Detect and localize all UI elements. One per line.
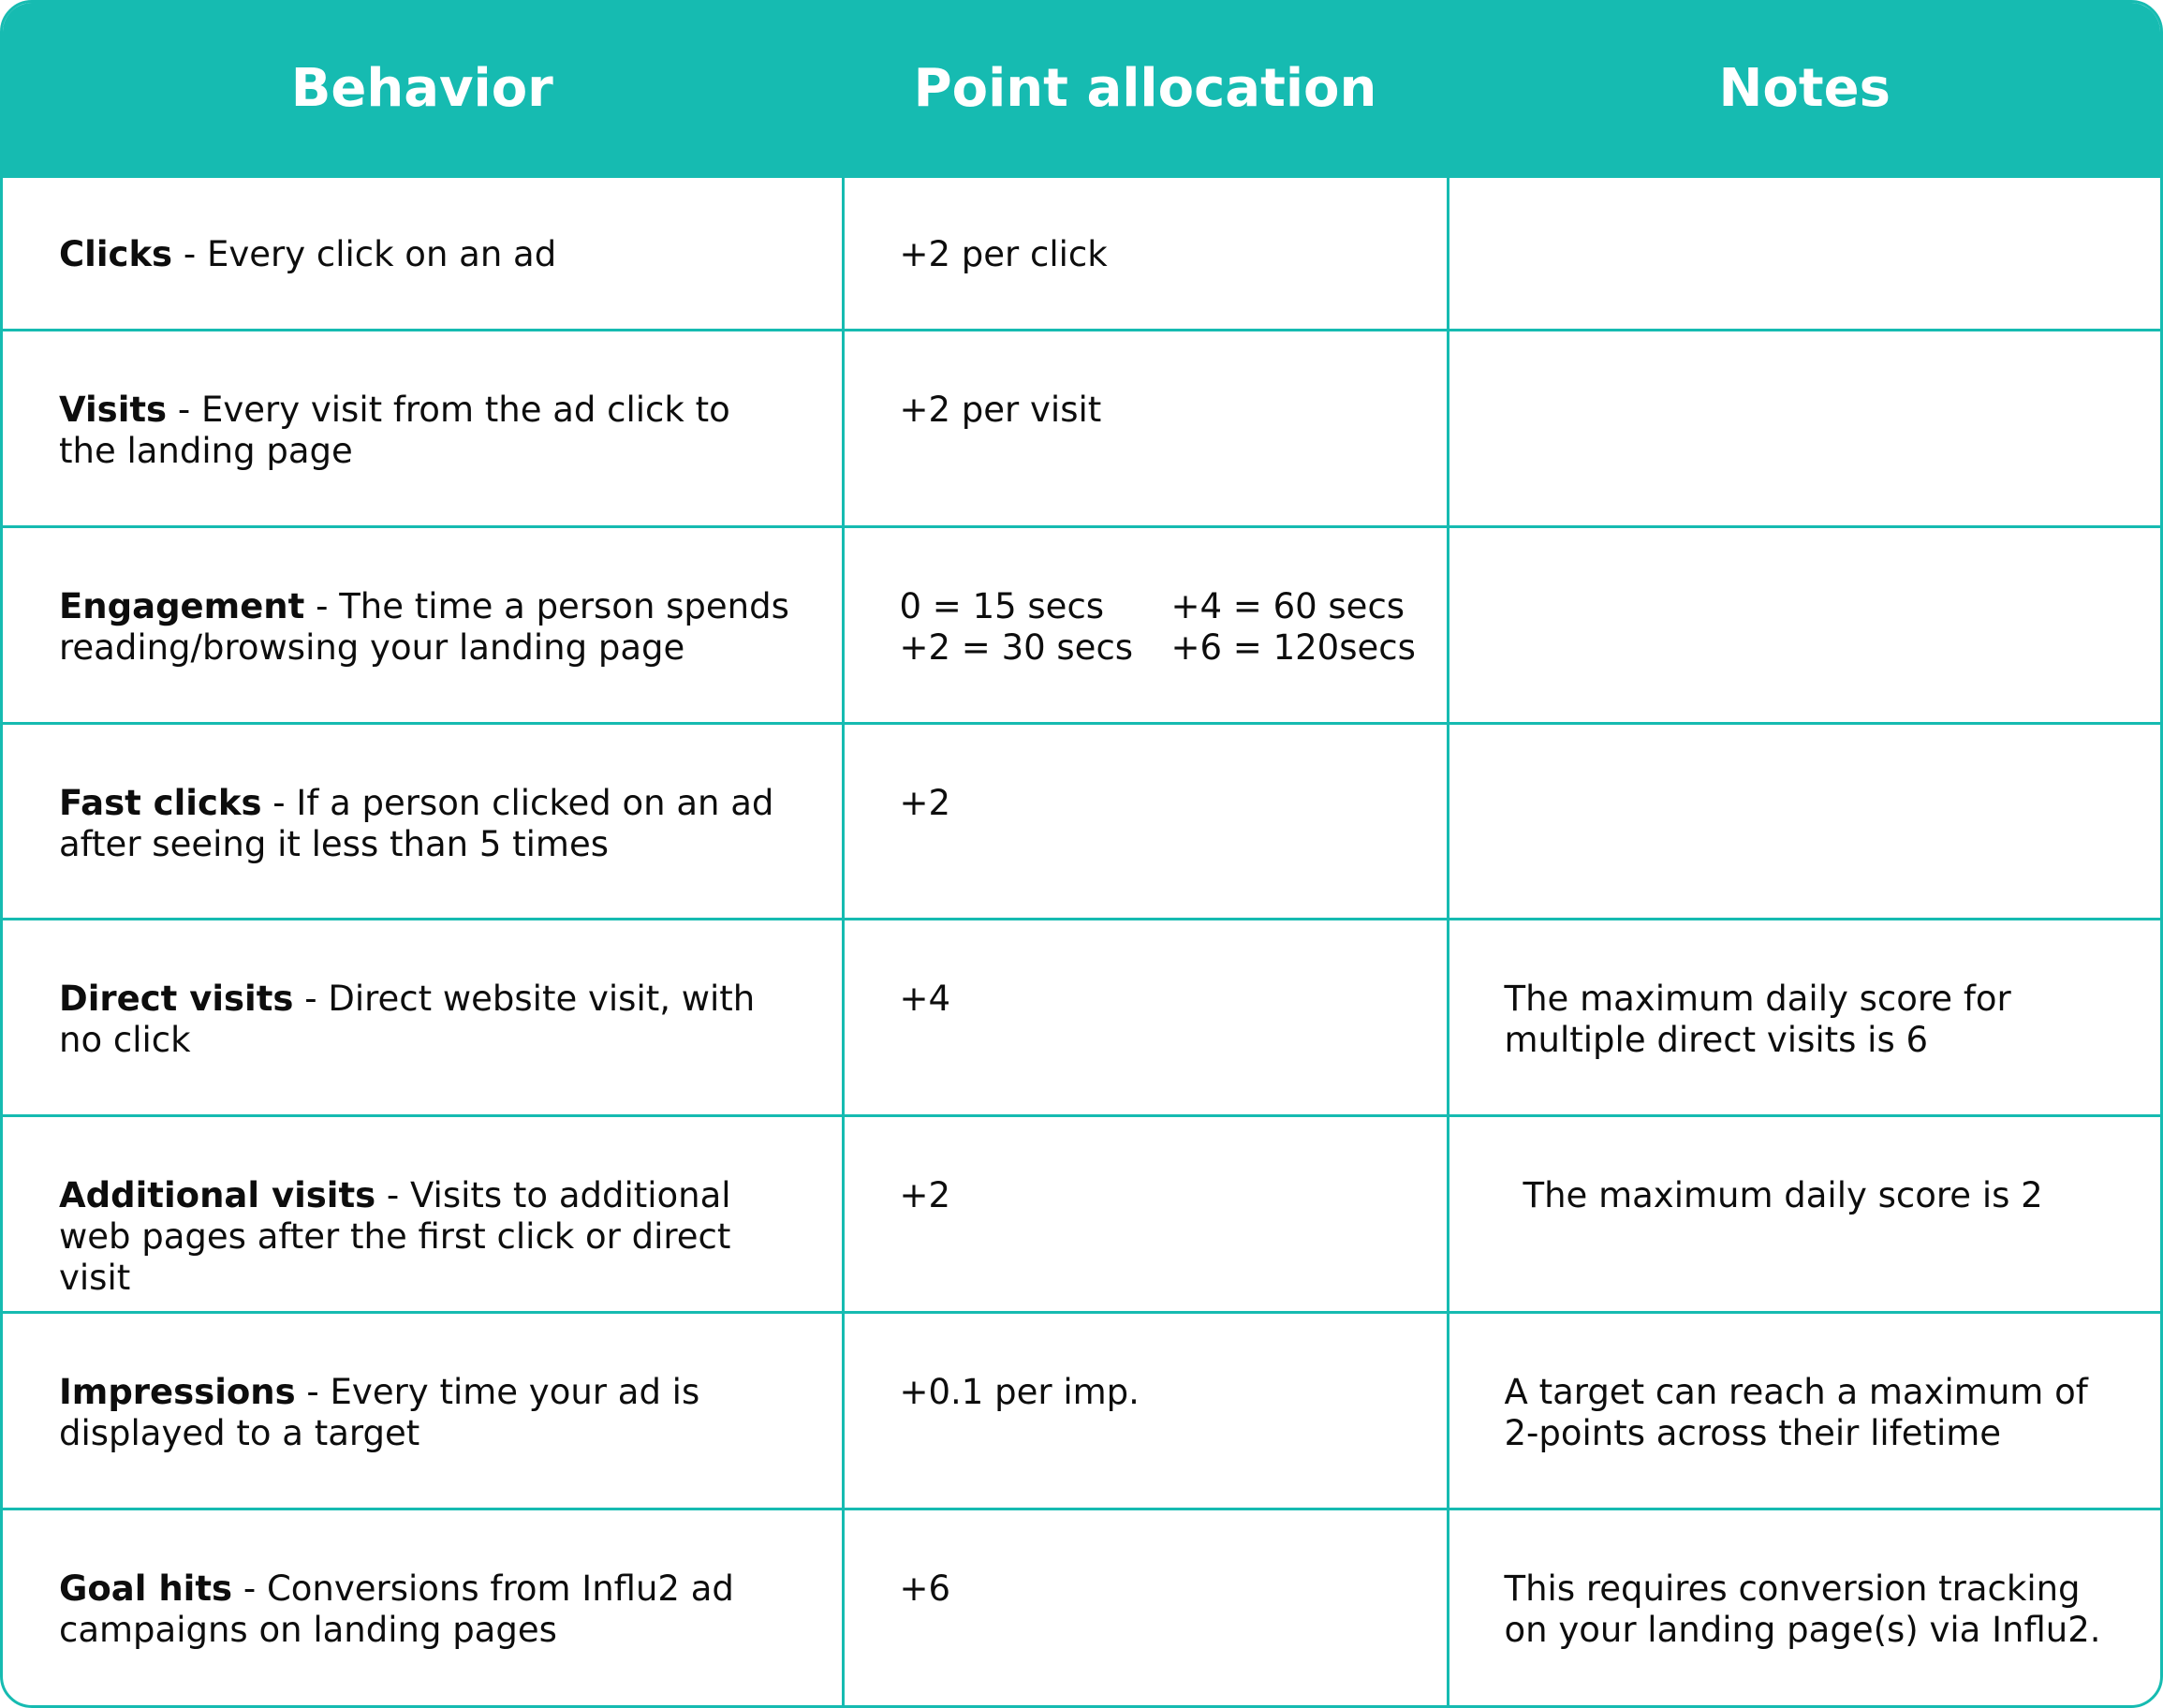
points-cell: +6 <box>843 1509 1448 1705</box>
points-cell: +2 <box>843 1116 1448 1313</box>
behavior-name: Direct visits <box>59 979 294 1020</box>
behavior-description: Every visit from the ad click to the landing page <box>59 390 730 472</box>
table-row <box>3 331 2160 527</box>
notes-cell <box>1448 176 2160 331</box>
notes-cell <box>1448 331 2160 527</box>
points-cell: +2 per click <box>843 176 1448 331</box>
behavior-separator: - <box>375 1175 411 1216</box>
behavior-cell <box>3 920 843 1116</box>
table-row <box>3 1116 2160 1313</box>
table-row <box>3 526 2160 723</box>
table-row <box>3 920 2160 1116</box>
notes-cell: This requires conversion tracking on your landing page(s) via Influ2. <box>1448 1509 2160 1705</box>
engagement-point-tier: +6 = 120secs <box>1170 626 1416 668</box>
behavior-cell <box>3 526 843 723</box>
points-cell: +4 <box>843 920 1448 1116</box>
notes-cell: A target can reach a maximum of 2-points across their lifetime <box>1448 1312 2160 1509</box>
behavior-description: Conversions from Influ2 ad campaigns on landing pages <box>59 1568 734 1650</box>
behavior-name: Additional visits <box>59 1175 376 1216</box>
table-row <box>3 1312 2160 1509</box>
behavior-cell <box>3 331 843 527</box>
behavior-name: Fast clicks <box>59 782 262 823</box>
behavior-description: The time a person spends reading/browsing your landing page <box>59 585 789 668</box>
behavior-cell <box>3 1509 843 1705</box>
behavior-description: Direct website visit, with no click <box>59 979 756 1061</box>
notes-cell: The maximum daily score for multiple direct visits is 6 <box>1448 920 2160 1116</box>
behavior-separator: - <box>293 979 329 1020</box>
engagement-point-tier: +2 = 30 secs <box>899 626 1134 668</box>
behavior-description: Every time your ad is displayed to a target <box>59 1371 700 1453</box>
header-behavior: Behavior <box>3 3 843 176</box>
header-row <box>3 3 2160 176</box>
notes-cell <box>1448 723 2160 920</box>
engagement-points-grid <box>900 586 1419 669</box>
behavior-separator: - <box>261 782 297 823</box>
behavior-separator: - <box>295 1371 331 1412</box>
behavior-name: Clicks <box>59 233 173 274</box>
header-point-allocation: Point allocation <box>843 3 1448 176</box>
behavior-name: Goal hits <box>59 1568 233 1609</box>
behavior-cell <box>3 1116 843 1313</box>
engagement-point-tier: +4 = 60 secs <box>1170 585 1405 626</box>
notes-text: The maximum daily score is 2 <box>1523 1175 2043 1216</box>
table-row <box>3 176 2160 331</box>
behavior-description: Every click on an ad <box>206 233 557 274</box>
behavior-name: Engagement <box>59 585 305 626</box>
behavior-separator: - <box>232 1568 267 1609</box>
points-cell <box>843 526 1448 723</box>
table-row <box>3 1509 2160 1705</box>
behavior-cell <box>3 1312 843 1509</box>
behavior-name: Visits <box>59 390 168 431</box>
behavior-cell <box>3 723 843 920</box>
notes-cell <box>1448 526 2160 723</box>
table-row <box>3 723 2160 920</box>
notes-cell <box>1448 1116 2160 1313</box>
behavior-separator: - <box>172 233 207 274</box>
header-notes: Notes <box>1448 3 2160 176</box>
behavior-description: Visits to additional web pages after the first click or direct visit <box>59 1175 731 1299</box>
points-cell: +0.1 per imp. <box>843 1312 1448 1509</box>
behavior-name: Impressions <box>59 1371 296 1412</box>
behavior-separator: - <box>304 585 340 626</box>
behavior-separator: - <box>167 390 201 431</box>
points-cell: +2 <box>843 723 1448 920</box>
behavior-cell <box>3 176 843 331</box>
scoring-table <box>3 3 2160 1705</box>
behavior-description: If a person clicked on an ad after seeing it less than 5 times <box>59 782 774 864</box>
engagement-point-tier: 0 = 15 secs <box>899 585 1105 626</box>
points-cell: +2 per visit <box>843 331 1448 527</box>
